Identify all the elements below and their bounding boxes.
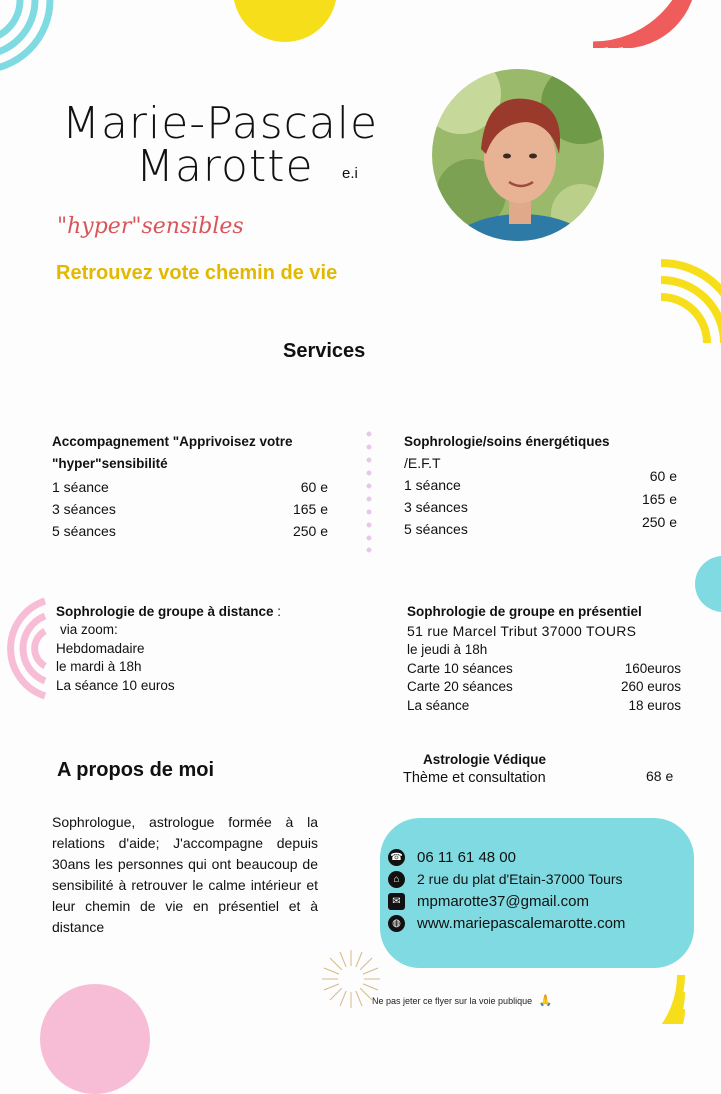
cyan-arcs-top-left	[0, 0, 60, 80]
price-row	[407, 660, 681, 679]
sophrologie-soins-prices	[620, 465, 677, 534]
address-text: 2 rue du plat d'Etain-37000 Tours	[417, 871, 623, 887]
website-link[interactable]: www.mariepascalemarotte.com	[417, 914, 626, 932]
price-value: 60 e	[649, 468, 677, 484]
groupe-distance-line: le mardi à 18h	[56, 659, 142, 674]
tagline: Retrouvez vote chemin de vie	[56, 262, 338, 284]
price-value: 165 e	[292, 501, 328, 517]
yellow-arcs-bottom-right	[586, 970, 686, 1024]
home-icon: ⌂	[388, 871, 405, 888]
price-row	[52, 476, 328, 498]
groupe-distance-colon: :	[273, 604, 282, 619]
price-label: La séance	[407, 697, 470, 713]
price-label: 1 séance	[404, 477, 461, 493]
price-label: 5 séances	[404, 521, 468, 537]
pink-arcs-left	[0, 596, 50, 700]
contact-address	[388, 868, 688, 890]
about-text: Sophrologue, astrologue formée à la relations d'aide; J'accompagne depuis 30ans les personnes qui ont beaucoup de sensibilité à retrouver le calme intérieur et leur chemin de vie en présentiel et à distance	[52, 814, 318, 935]
services-heading: Services	[283, 340, 366, 362]
footer-notice	[372, 994, 552, 1007]
groupe-distance-line: Hebdomadaire	[56, 640, 145, 656]
contact-phone	[388, 846, 688, 868]
sophrologie-soins-title: Sophrologie/soins énergétiques	[404, 434, 610, 449]
coral-arcs-top-right	[588, 0, 698, 48]
business-suffix: e.i	[342, 165, 358, 182]
groupe-distance-title: Sophrologie de groupe à distance	[56, 604, 274, 619]
price-label: Carte 10 séances	[407, 660, 513, 676]
contact-email	[388, 890, 688, 912]
price-value: 160euros	[624, 660, 681, 676]
price-label: 3 séances	[404, 499, 468, 515]
yellow-circle-top	[233, 0, 337, 42]
groupe-presentiel-block	[407, 603, 681, 715]
accompagnement-title-line-1: Accompagnement "Apprivoisez votre	[52, 434, 293, 449]
astrologie-price: 68 e	[646, 768, 674, 784]
name-line-1: Marie-Pascale	[62, 98, 379, 149]
groupe-presentiel-address: 51 rue Marcel Tribut 37000 TOURS	[407, 623, 637, 639]
contact-website	[388, 912, 688, 934]
accompagnement-block	[52, 432, 328, 542]
price-label: 1 séance	[52, 479, 109, 495]
email-link[interactable]: mpmarotte37@gmail.com	[417, 892, 589, 910]
price-value: 250 e	[641, 514, 677, 530]
price-label: Carte 20 séances	[407, 679, 513, 694]
phone-icon: ☎	[388, 849, 405, 866]
price-label: 3 séances	[52, 501, 116, 517]
groupe-distance-block	[56, 602, 336, 695]
about-heading: A propos de moi	[57, 759, 215, 781]
astrologie-title: Astrologie Védique	[423, 752, 547, 767]
accompagnement-title-line-2: "hyper"sensibilité	[52, 456, 168, 471]
globe-icon: ◍	[388, 915, 405, 932]
price-value: 18 euros	[628, 697, 681, 713]
astrologie-label: Thème et consultation	[403, 770, 546, 786]
sophrologie-soins-subtitle: /E.F.T	[404, 455, 441, 471]
price-value: 260 euros	[620, 679, 681, 694]
praying-hands-icon: 🙏	[538, 995, 553, 1007]
groupe-distance-line: La séance 10 euros	[56, 677, 175, 693]
name-line-2: Marotte	[136, 141, 314, 192]
groupe-distance-heading	[56, 602, 336, 621]
price-row	[52, 498, 328, 520]
yellow-arcs-right	[656, 258, 721, 348]
price-row	[407, 697, 681, 716]
groupe-presentiel-schedule: le jeudi à 18h	[407, 642, 488, 657]
groupe-distance-line: via zoom:	[60, 622, 118, 637]
price-value: 60 e	[300, 479, 328, 495]
price-row	[52, 520, 328, 542]
dotted-divider	[365, 430, 373, 554]
groupe-presentiel-title: Sophrologie de groupe en présentiel	[407, 604, 642, 619]
price-row	[407, 678, 681, 697]
price-value: 165 e	[641, 491, 677, 507]
price-value: 250 e	[292, 523, 328, 539]
script-tagline: "hyper"sensibles	[57, 214, 244, 239]
contact-list	[388, 846, 688, 934]
mail-icon: ✉	[388, 893, 405, 910]
cyan-half-circle-right	[695, 556, 721, 612]
price-label: 5 séances	[52, 523, 116, 539]
phone-number[interactable]: 06 11 61 48 00	[417, 848, 516, 866]
profile-photo	[431, 44, 605, 266]
pink-circle-bottom	[40, 984, 150, 1094]
footer-notice-text: Ne pas jeter ce flyer sur la voie publique	[372, 996, 533, 1006]
